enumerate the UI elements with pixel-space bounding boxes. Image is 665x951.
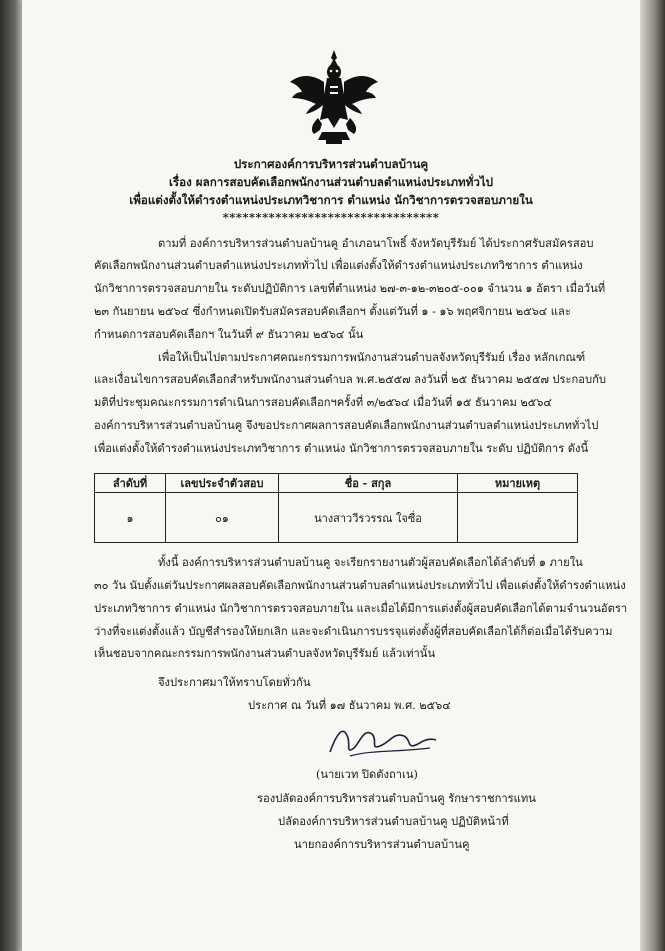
paragraph2-line: เพื่อแต่งตั้งให้ดำรงตำแหน่งประเภทวิชาการ ตำแหน่ง นักวิชาการตรวจสอบภายใน ระดับ ปฏิบัติการ ดังนี้ [94, 442, 589, 455]
cell-rank: ๑ [95, 493, 166, 543]
paragraph2-line: เพื่อให้เป็นไปตามประกาศคณะกรรมการพนักงานส่วนตำบลจังหวัดบุรีรัมย์ เรื่อง หลักเกณฑ์ [158, 351, 586, 364]
announcement-heading: ประกาศองค์การบริหารส่วนตำบลบ้านคู [233, 157, 429, 171]
paragraph3-line: เห็นชอบจากคณะกรรมการพนักงานส่วนตำบลจังหวัดบุรีรัมย์ แล้วเท่านั้น [94, 647, 436, 660]
cell-exam-id: ๐๑ [166, 493, 279, 543]
table-row [95, 493, 578, 543]
garuda-emblem-icon [288, 48, 380, 146]
paragraph2-line: มติที่ประชุมคณะกรรมการดำเนินการสอบคัดเลือกฯครั้งที่ ๓/๒๕๖๔ เมื่อวันที่ ๑๕ ธันวาคม ๒๕๖๔ [94, 396, 552, 409]
paragraph2-line: องค์การบริหารส่วนตำบลบ้านคู จึงขอประกาศผลการสอบคัดเลือกพนักงานส่วนตำบลตำแหน่งประเภททั่วไป [94, 419, 599, 432]
scan-right-edge [640, 0, 665, 951]
closing-text: จึงประกาศมาให้ทราบโดยทั่วกัน [158, 676, 311, 689]
scan-left-edge [0, 0, 22, 951]
signatory-title-1: รองปลัดองค์การบริหารส่วนตำบลบ้านคู รักษาราชการแทน [257, 792, 536, 805]
signatory-title-3: นายกองค์การบริหารส่วนตำบลบ้านคู [294, 838, 470, 851]
header-note: หมายเหตุ [458, 474, 578, 493]
signatory-title-2: ปลัดองค์การบริหารส่วนตำบลบ้านคู ปฏิบัติหน้าที่ [278, 815, 509, 828]
header-exam-id: เลขประจำตัวสอบ [166, 474, 279, 493]
paragraph2-line: และเงื่อนไขการสอบคัดเลือกสำหรับพนักงานส่วนตำบล พ.ศ.๒๕๕๗ ลงวันที่ ๒๕ ธันวาคม ๒๕๕๗ ประกอบกับ [94, 373, 607, 386]
announcement-subject-line2: เพื่อแต่งตั้งให้ดำรงตำแหน่งประเภทวิชาการ ตำแหน่ง นักวิชาการตรวจสอบภายใน [129, 193, 533, 207]
paragraph1-line: กำหนดการสอบคัดเลือกฯ ในวันที่ ๙ ธันวาคม ๒๕๖๔ นั้น [94, 328, 364, 341]
paragraph3-line: ว่างที่จะแต่งตั้งแล้ว บัญชีสำรองให้ยกเลิก และจะดำเนินการบรรจุแต่งตั้งผู้ที่สอบคัดเลือกได้ก็ต่อเมื่อได้รับความ [94, 625, 613, 638]
paragraph1-line: ๒๓ กันยายน ๒๕๖๔ ซึ่งกำหนดเปิดรับสมัครสอบคัดเลือกฯ ตั้งแต่วันที่ ๑ - ๑๖ พฤศจิกายน ๒๕๖๔ และ [94, 305, 571, 318]
paragraph1-line: นักวิชาการตรวจสอบภายใน ระดับปฏิบัติการ เลขที่ตำแหน่ง ๒๗-๓-๑๒-๓๒๐๕-๐๐๑ จำนวน ๑ อัตรา เมื่อวันที่ [94, 282, 606, 295]
signatory-name: (นายเวท ปิดตังถาเน) [316, 768, 418, 781]
date-line: ประกาศ ณ วันที่ ๑๗ ธันวาคม พ.ศ. ๒๕๖๔ [248, 699, 451, 712]
star-divider: ********************************* [222, 210, 440, 224]
paragraph3-line: ๓๐ วัน นับตั้งแต่วันประกาศผลสอบคัดเลือกพนักงานส่วนตำบลตำแหน่งประเภททั่วไป เพื่อแต่งตั้งให้ดำรงตำแหน่ง [94, 579, 626, 592]
results-table [94, 473, 578, 543]
cell-note [458, 493, 578, 543]
paragraph3-line: ประเภทวิชาการ ตำแหน่ง นักวิชาการตรวจสอบภายใน และเมื่อได้มีการแต่งตั้งผู้สอบคัดเลือกได้ตามจำนวนอัตรา [94, 602, 628, 615]
header-rank: ลำดับที่ [95, 474, 166, 493]
announcement-subject: เรื่อง ผลการสอบคัดเลือกพนักงานส่วนตำบลตำแหน่งประเภททั่วไป [168, 175, 494, 189]
cell-name: นางสาววีรวรรณ ใจซื่อ [279, 493, 458, 543]
header-name: ชื่อ - สกุล [279, 474, 458, 493]
paragraph1-line: คัดเลือกพนักงานส่วนตำบลตำแหน่งประเภททั่วไป เพื่อแต่งตั้งให้ดำรงตำแหน่งประเภทวิชาการ ตำแหน่ง [94, 259, 583, 272]
handwritten-signature [320, 720, 440, 760]
paragraph3-line: ทั้งนี้ องค์การบริหารส่วนตำบลบ้านคู จะเรียกรายงานตัวผู้สอบคัดเลือกได้ลำดับที่ ๑ ภายใน [158, 556, 583, 569]
paragraph1-line: ตามที่ องค์การบริหารส่วนตำบลบ้านคู อำเภอนาโพธิ์ จังหวัดบุรีรัมย์ ได้ประกาศรับสมัครสอบ [158, 237, 594, 250]
table-header-row [95, 474, 578, 493]
